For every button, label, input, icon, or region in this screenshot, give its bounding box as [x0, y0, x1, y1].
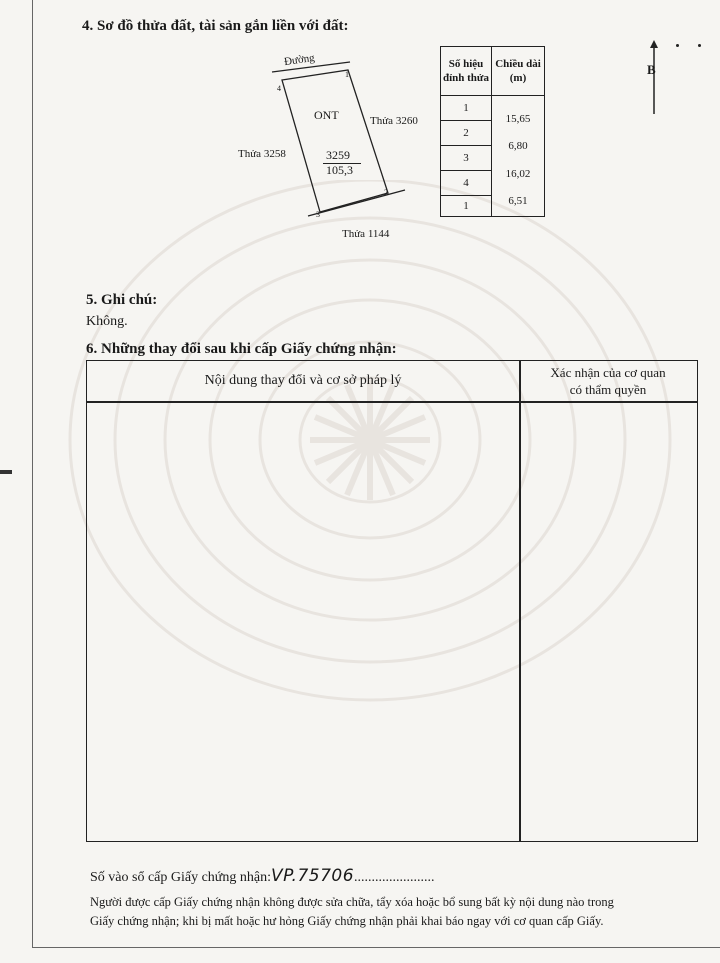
neighbor-parcel-right: Thửa 3260: [370, 115, 418, 127]
footer-note: [90, 893, 614, 931]
confirmation-header-line2: có thẩm quyền: [569, 382, 647, 397]
registry-dots: .......................: [354, 870, 435, 885]
footer-note-line2: Giấy chứng nhận; khi bị mất hoặc hư hỏng Giấy chứng nhận phải khai báo ngay với cơ quan cấp Giấy.: [90, 914, 604, 928]
vertex-cell: 2: [441, 121, 492, 146]
page-border-left: [32, 0, 33, 948]
corner-label-1: 1: [345, 70, 349, 79]
land-use-code: ONT: [314, 108, 339, 122]
confirmation-header-line1: Xác nhận của cơ quan: [550, 365, 666, 380]
section-5-title: 5. Ghi chú:: [86, 292, 158, 308]
vertex-cell: 3: [441, 146, 492, 171]
registry-line: [90, 866, 435, 886]
changes-table: [86, 360, 698, 842]
table-header-length: Chiều dài (m): [492, 47, 545, 96]
neighbor-parcel-left: Thửa 3258: [238, 148, 286, 160]
registry-number: VP.75706: [271, 866, 355, 886]
binding-mark: [0, 470, 12, 474]
table-header-line: [87, 401, 697, 403]
length-column: [492, 96, 545, 217]
parcel-number: 3259: [326, 148, 350, 162]
length-value: 15,65: [505, 112, 531, 125]
section-4-title: 4. Sơ đồ thửa đất, tài sản gắn liền với đất:: [82, 18, 349, 34]
scan-dot: [676, 44, 679, 47]
footer-note-line1: Người được cấp Giấy chứng nhận không được sửa chữa, tẩy xóa hoặc bổ sung bất kỳ nội dung nào trong: [90, 895, 614, 909]
corner-label-4: 4: [277, 84, 281, 93]
vertex-cell: 1: [441, 96, 492, 121]
parcel-sketch: [230, 50, 440, 240]
section-6-title: 6. Những thay đổi sau khi cấp Giấy chứng nhận:: [86, 341, 397, 357]
confirmation-column-header: [519, 361, 697, 401]
section-5-content: Không.: [86, 314, 128, 329]
vertex-cell: 1: [441, 196, 492, 217]
neighbor-parcel-bottom: Thửa 1144: [342, 228, 390, 240]
vertex-cell: 4: [441, 171, 492, 196]
page-border-bottom: [32, 947, 720, 948]
table-header-vertex: Số hiệu đỉnh thửa: [441, 47, 492, 96]
length-value: 6,51: [508, 195, 528, 208]
table-divider: [519, 361, 521, 841]
length-value: 16,02: [505, 167, 531, 180]
scan-dot: [698, 44, 701, 47]
changes-column-header: Nội dung thay đổi và cơ sở pháp lý: [204, 373, 402, 388]
length-value: 6,80: [508, 140, 528, 153]
vertex-length-table: [440, 46, 545, 217]
parcel-area: 105,3: [326, 163, 353, 177]
north-label: B: [647, 62, 656, 77]
corner-label-3: 3: [316, 210, 320, 219]
road-label: Đường: [283, 51, 316, 69]
corner-label-2: 2: [384, 188, 388, 197]
registry-label: Số vào sổ cấp Giấy chứng nhận:: [90, 870, 271, 885]
